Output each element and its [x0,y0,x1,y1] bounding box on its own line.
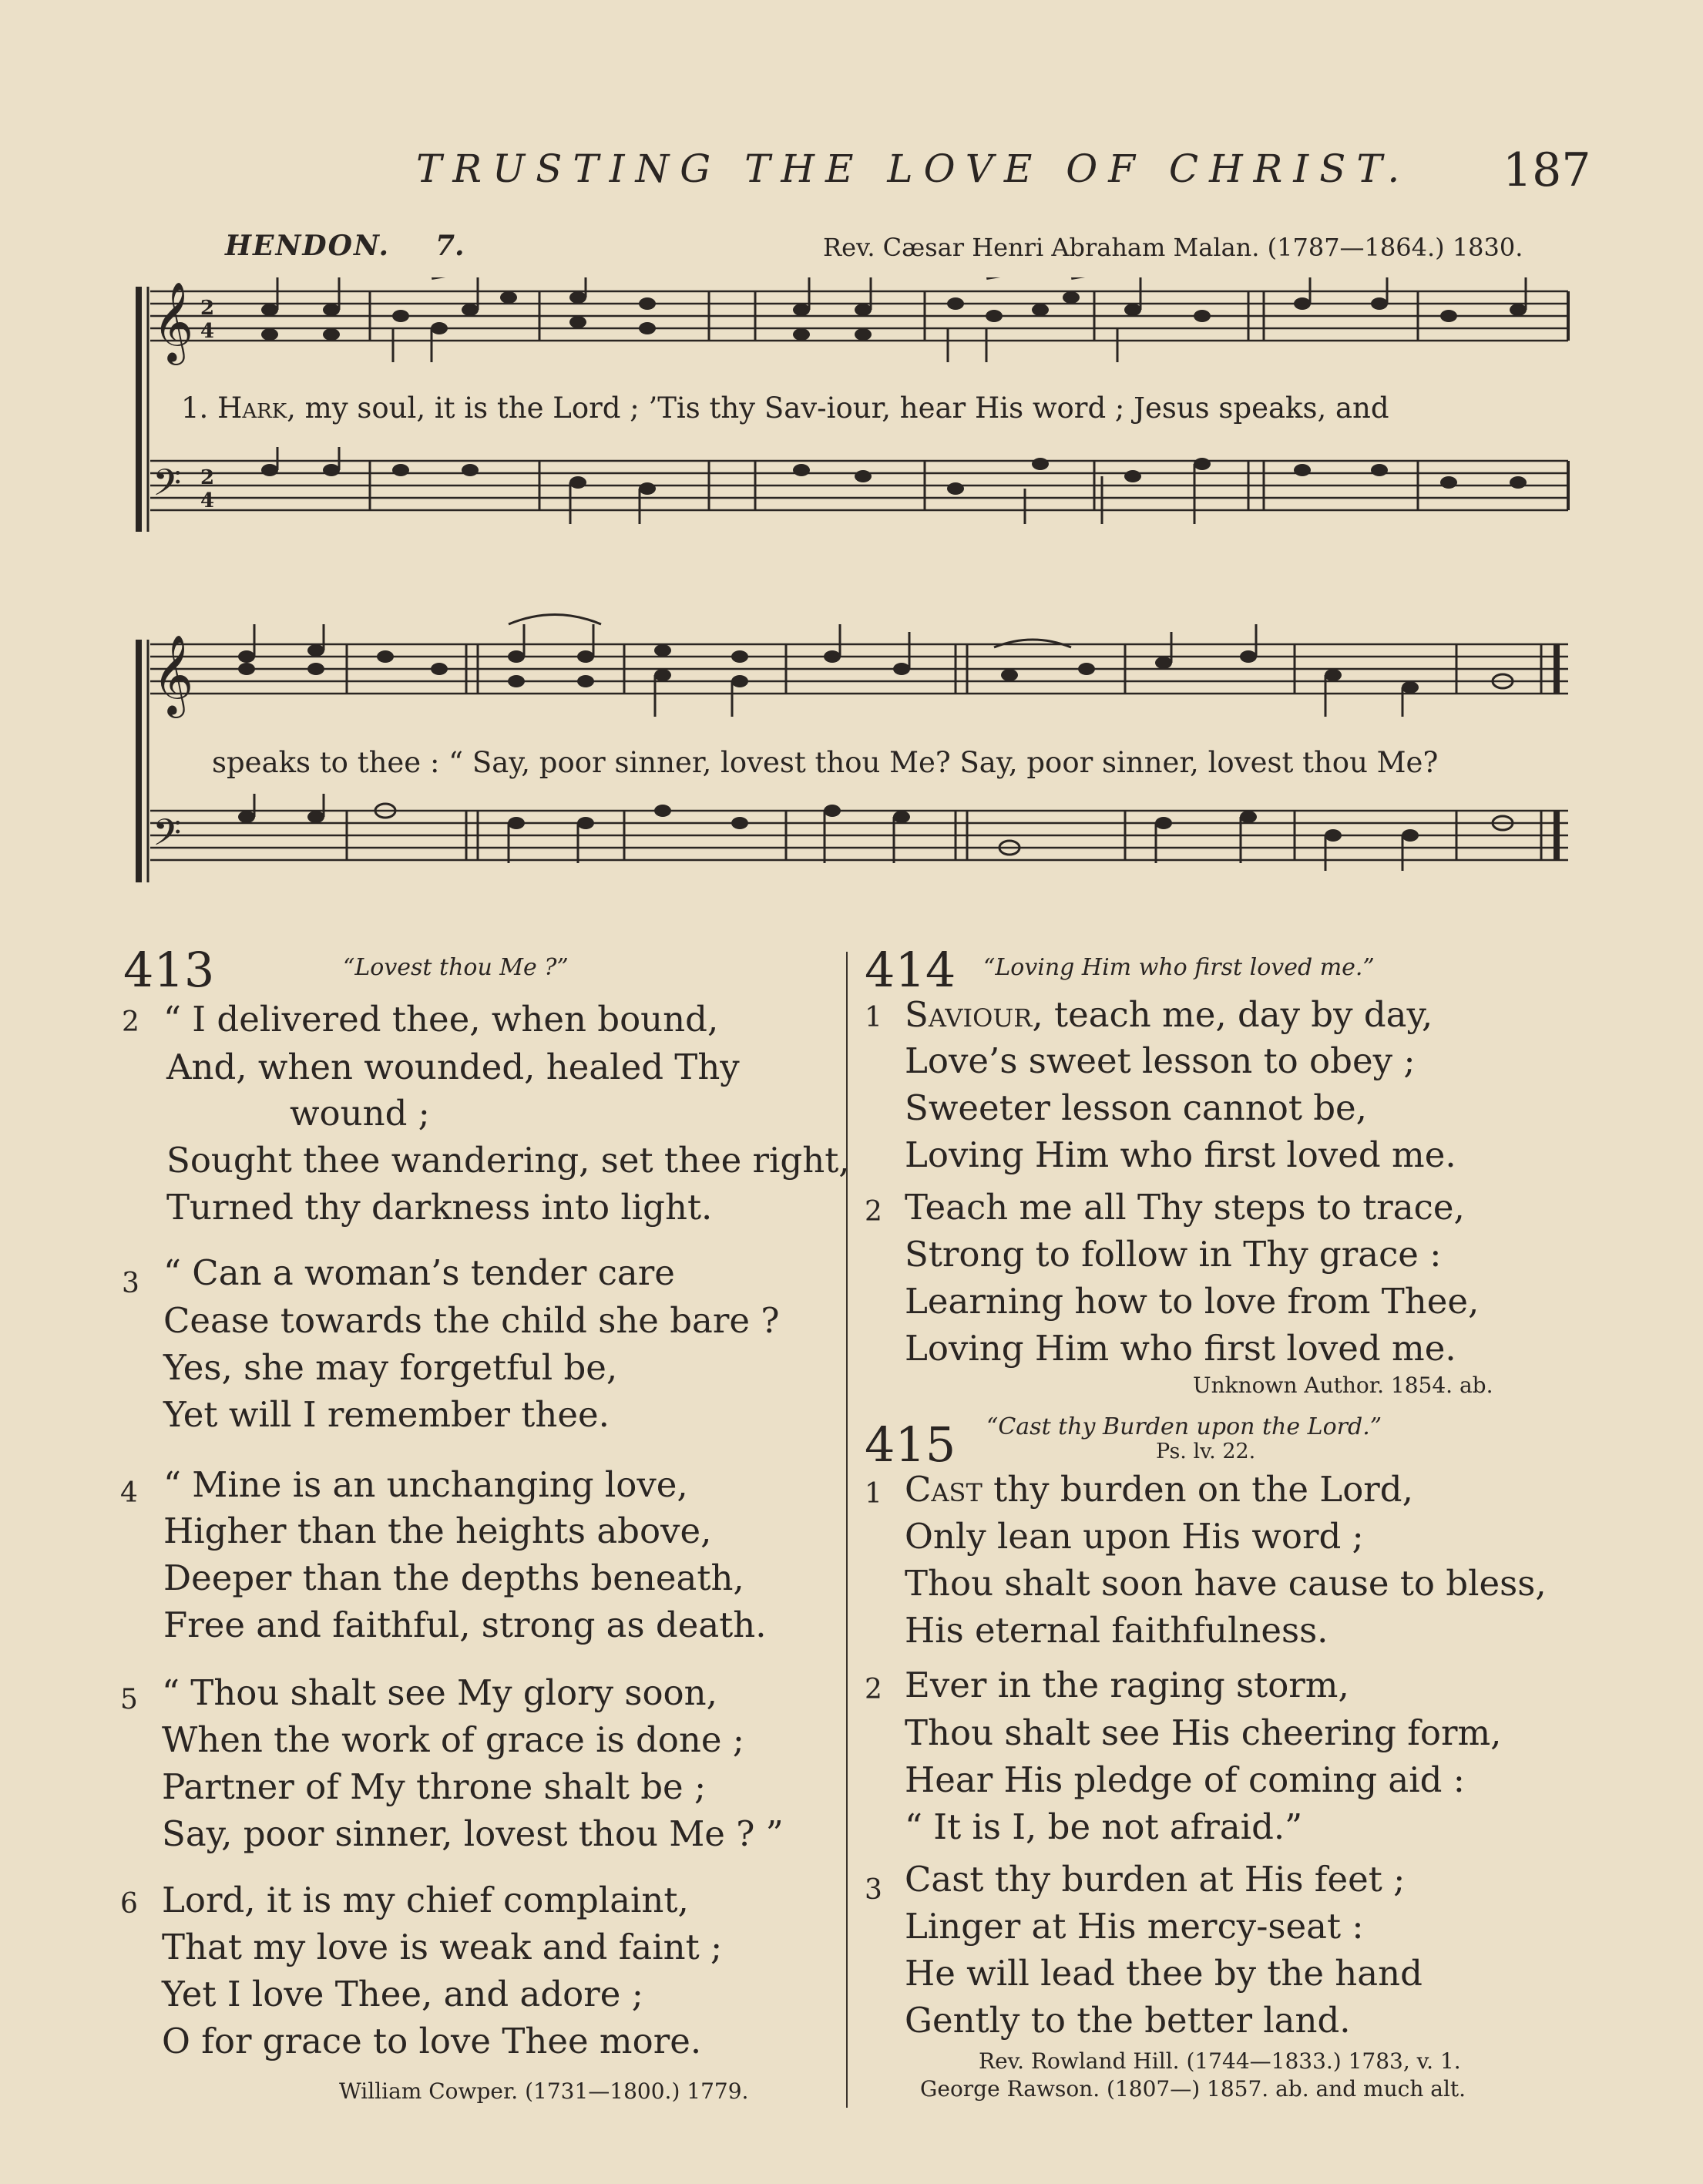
hymn-413-v5-line1: “ Thou shalt see My glory soon, [162,1672,717,1713]
hymn-413-v6-line1: Lord, it is my chief complaint, [162,1880,689,1920]
running-title: TRUSTING THE LOVE OF CHRIST. [416,146,1411,191]
tune-meter: 7. [435,230,465,262]
hymn-415-v3-line4: Gently to the better land. [905,2000,1351,2041]
column-divider [846,952,848,2108]
hymn-414-v1-line2: Love’s sweet lesson to obey ; [905,1040,1416,1081]
hymn-413-v5-line4: Say, poor sinner, lovest thou Me ? ” [162,1813,784,1854]
music-lyric-line-2: speaks to thee : “ Say, poor sinner, lovest thou Me? Say, poor sinner, lovest thou Me? [212,746,1439,779]
hymn-415-number: 415 [865,1416,956,1473]
hymn-414-credit: Unknown Author. 1854. ab. [1193,1373,1493,1398]
hymn-415-credit-2: George Rawson. (1807—) 1857. ab. and much alt. [920,2076,1466,2102]
hymn-415-verse-1-number: 1 [865,1478,882,1510]
hymn-415-v2-line4: “ It is I, be not afraid.” [905,1806,1303,1847]
hymn-414-verse-1-number: 1 [865,1002,882,1033]
hymn-415-v3-line3: He will lead thee by the hand [905,1953,1423,1994]
svg-text:𝄢: 𝄢 [153,811,182,863]
hymn-413-v2-line2: And, when wounded, healed Thy [166,1047,740,1087]
tune-composer: Rev. Cæsar Henri Abraham Malan. (1787—1864.) 1830. [823,233,1523,262]
hymn-413-v2-line3: wound ; [290,1093,430,1134]
hymn-415-v1-line2: Only lean upon His word ; [905,1516,1364,1557]
hymn-415-v2-line1: Ever in the raging storm, [905,1665,1349,1705]
hymn-415-scripture-ref: Ps. lv. 22. [1156,1440,1256,1463]
hymn-413-v4-line2: Higher than the heights above, [163,1510,712,1551]
hymn-413-v3-line3: Yes, she may forgetful be, [163,1347,618,1388]
hymn-415-v1-line3: Thou shalt soon have cause to bless, [905,1563,1547,1604]
hymn-414-verse-2-number: 2 [865,1196,882,1228]
svg-text:4: 4 [200,489,215,512]
hymn-413-verse-3-number: 3 [122,1268,139,1299]
hymn-413-v6-line2: That my love is weak and faint ; [162,1927,723,1967]
hymn-413-verse-4-number: 4 [120,1477,138,1509]
hymn-415-credit-1: Rev. Rowland Hill. (1744—1833.) 1783, v. 1. [979,2048,1461,2074]
svg-text:𝄞: 𝄞 [153,634,194,715]
tune-name: HENDON. [225,230,391,262]
hymn-415-v2-line2: Thou shalt see His cheering form, [905,1712,1502,1753]
hymn-413-verse-2-number: 2 [122,1006,139,1038]
hymn-413-v2-line5: Turned thy darkness into light. [166,1187,713,1228]
hymn-414-v2-line4: Loving Him who first loved me. [905,1328,1456,1369]
hymn-415-verse-3-number: 3 [865,1874,882,1906]
hymn-415-v3-line2: Linger at His mercy-seat : [905,1906,1364,1947]
hymn-415-v1-line4: His eternal faithfulness. [905,1610,1328,1651]
hymn-413-v2-line1: “ I delivered thee, when bound, [163,999,719,1040]
hymn-413-v5-line3: Partner of My throne shalt be ; [162,1766,707,1807]
hymn-413-v6-line4: O for grace to love Thee more. [162,2021,702,2061]
hymn-415-v3-line1: Cast thy burden at His feet ; [905,1859,1406,1900]
hymn-413-v2-line4: Sought thee wandering, set thee right, [166,1140,850,1181]
svg-text:2: 2 [200,297,215,320]
hymn-413-title: “Lovest thou Me ?” [343,954,569,981]
hymn-414-v1-line4: Loving Him who first loved me. [905,1134,1456,1175]
hymn-414-v2-line1: Teach me all Thy steps to trace, [905,1187,1465,1228]
hymn-414-v2-line2: Strong to follow in Thy grace : [905,1234,1442,1275]
hymn-414-number: 414 [865,942,956,998]
music-lyric-line-1: 1. Hark, my soul, it is the Lord ; ’Tis thy Sav-iour, hear His word ; Jesus speaks, and [181,391,1389,425]
hymn-413-v3-line2: Cease towards the child she bare ? [163,1300,780,1341]
page-number: 187 [1503,143,1591,197]
hymn-413-verse-6-number: 6 [120,1888,138,1920]
hymn-413-verse-5-number: 5 [120,1684,138,1715]
hymn-415-v2-line3: Hear His pledge of coming aid : [905,1759,1465,1800]
svg-text:4: 4 [200,320,215,343]
svg-text:𝄢: 𝄢 [153,461,182,513]
hymn-414-v1-line3: Sweeter lesson cannot be, [905,1087,1367,1128]
hymn-413-number: 413 [123,942,215,998]
hymn-413-credit: William Cowper. (1731—1800.) 1779. [339,2078,749,2104]
hymn-414-v1-line1: Saviour, teach me, day by day, [905,994,1433,1035]
hymn-414-title: “Loving Him who first loved me.” [983,954,1375,981]
hymn-413-v4-line3: Deeper than the depths beneath, [163,1557,744,1598]
hymn-413-v5-line2: When the work of grace is done ; [162,1719,744,1760]
hymn-415-title: “Cast thy Burden upon the Lord.” [986,1413,1382,1440]
hymn-413-v3-line1: “ Can a woman’s tender care [163,1252,675,1293]
svg-text:2: 2 [200,466,215,489]
hymn-413-v4-line4: Free and faithful, strong as death. [163,1604,767,1645]
hymn-413-v4-line1: “ Mine is an unchanging love, [163,1464,688,1505]
hymn-413-v6-line3: Yet I love Thee, and adore ; [162,1974,643,2014]
hymn-414-v2-line3: Learning how to love from Thee, [905,1281,1480,1322]
svg-text:𝄞: 𝄞 [153,281,194,362]
hymn-413-v3-line4: Yet will I remember thee. [163,1394,610,1435]
hymn-415-verse-2-number: 2 [865,1674,882,1705]
hymn-415-v1-line1: Cast thy burden on the Lord, [905,1469,1413,1510]
